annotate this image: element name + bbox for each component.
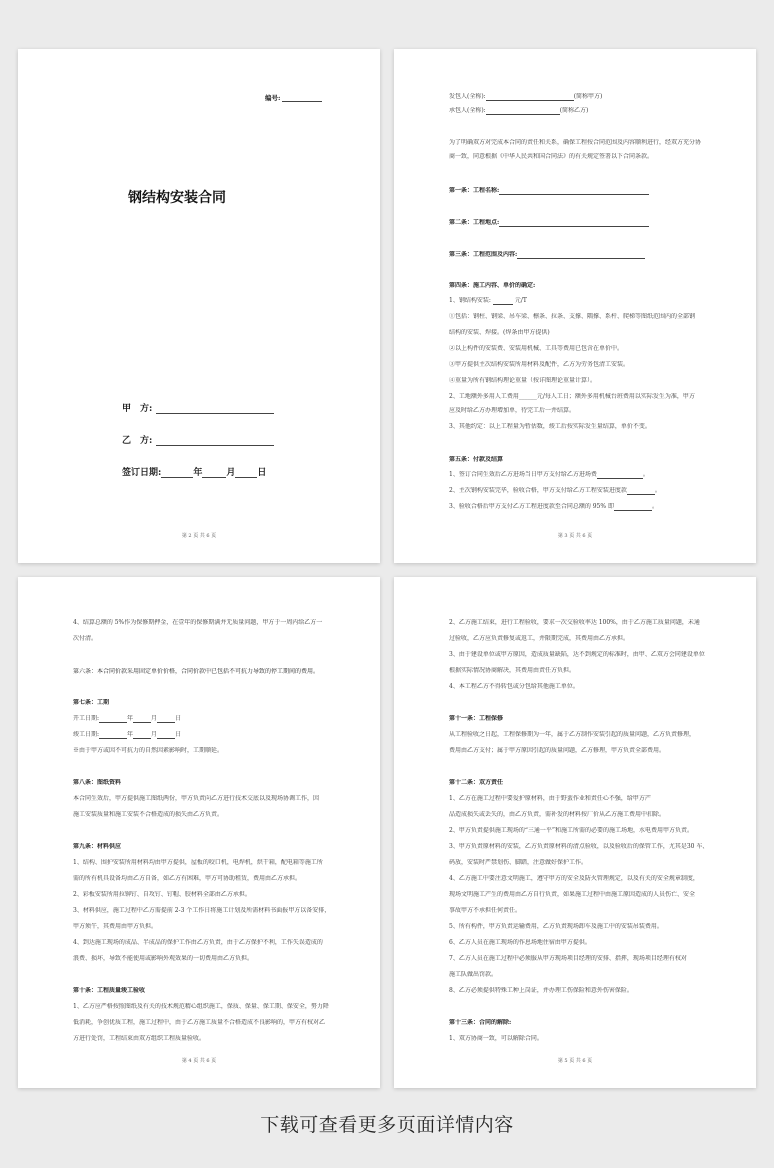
body-line: 码放，安装时严禁划伤、脚踏，注意做好保护工作。 — [449, 859, 588, 866]
payment-term-1: 1、签订合同生效后乙方进场当日甲方支付给乙方进场费 — [449, 471, 597, 478]
page-footer: 第 2 页 共 6 页 — [181, 533, 217, 539]
month-label: 月 — [151, 715, 158, 722]
year-label: 年 — [127, 731, 134, 738]
body-line: 1、双方协商一致，可以解除合同。 — [449, 1035, 543, 1042]
contractor-a-label: 发包人(全称): — [449, 93, 486, 100]
start-date-label: 开工日期: — [73, 715, 100, 722]
sign-date-line — [122, 465, 266, 478]
download-more-caption[interactable]: 下载可查看更多页面详情内容 — [260, 1114, 514, 1136]
payment-term-2: 2、主次钢构安装完毕，验收合格，甲方支付给乙方工程安装进度款 — [449, 487, 627, 494]
body-line: 方进行处罚，工程结束由双方组织工程质量验收。 — [73, 1035, 206, 1042]
body-line: 4、到达施工现场的成品、半成品的保护工作由乙方负责，由于乙方保护不利，工作失误造成的 — [73, 939, 323, 946]
body-line: 甲方须午，其费用由甲方负担。 — [73, 923, 158, 930]
article-10: 第十条：工程质量竣工验收 — [73, 987, 146, 994]
body-line: 根据实际情况协商解决，其费用由责任方负担。 — [449, 667, 576, 674]
contractor-b-label: 承包人(全称): — [449, 107, 486, 114]
sign-month-label: 月 — [226, 468, 236, 478]
page-3 — [394, 49, 756, 563]
article-5-item: 3、验收合格后甲方支付乙方工程进度款至合同总额的 95% 即 。 — [449, 503, 658, 510]
body-line: 现场文明施工产生的费用由乙方自行负责，如果施工过程中由施工原因造成的人员伤亡、安全 — [449, 891, 696, 898]
contract-number-blank — [282, 95, 322, 102]
body-line: 2、乙方施工结束，进行工程验收，要求一次交验收率达 100%，由于乙方施工质量问题，未通 — [449, 619, 700, 626]
steel-install-label: 1、钢结构安装: — [449, 297, 491, 304]
article-11: 第十一条：工程保修 — [449, 715, 504, 722]
article-1 — [449, 187, 716, 195]
contractor-a-line — [449, 93, 716, 101]
body-line: 8、乙方必须提供特殊工种上岗证，并办理工伤保险和意外伤害保险。 — [449, 987, 633, 994]
article-2-label: 第二条：工程地点: — [449, 219, 500, 226]
body-line: 1、乙方在施工过程中要爱护原材料，由于野蛮作业和责任心不强，给甲方产 — [449, 795, 651, 802]
body-line: 费用由乙方支付；属于甲方原因引起的质量问题，乙方修理，甲方负责全部费用。 — [449, 747, 666, 754]
article-4-text: ①包括：钢柱、钢梁、吊车梁、檩条、拉条、支撑、隅撑、系杆、爬梯等图纸范围内的全部钢 — [449, 313, 696, 320]
article-3-label: 第三条：工程范围及内容: — [449, 251, 518, 258]
day-label: 日 — [175, 715, 182, 722]
body-line: 过验收，乙方应负责修复或返工，并限期完成，其费用由乙方承担。 — [449, 635, 630, 642]
body-line: 6、乙方人员在施工现场的作息场地住宿由甲方提供。 — [449, 939, 591, 946]
page-footer: 第 5 页 共 6 页 — [557, 1058, 593, 1064]
body-line: 本合同生效后，甲方提供施工图纸两份，甲方负责向乙方进行技术交底以及现场协调工作，因 — [73, 795, 320, 802]
body-line: 4、本工程乙方不得转包或分包给其他施工单位。 — [449, 683, 579, 690]
article-4-text: 结构的安装、焊接。(焊条由甲方提供) — [449, 329, 550, 336]
article-4-text: 2、工地额外多用人工费用______元/每人工日；额外多用机械台班费用以实际发生为准，甲方 — [449, 393, 695, 400]
article-4-text: ③甲方提供主次结构安装所用材料及配件，乙方为劳务包清工安装。 — [449, 361, 630, 368]
body-line: 1、乙方应严格按照图纸及有关的技术规范精心组织施工，保质、保量、保工期、保安全，努力降 — [73, 1003, 329, 1010]
intro-line-1: 为了明确双方对完成本合同的责任和关系，确保工程按合同范围及内容顺利进行，经双方充分协 — [449, 139, 702, 146]
body-line: 品造成损失或丢失的，由乙方负责，需补发的材料按厂价从乙方施工费用中扣除。 — [449, 811, 666, 818]
article-9: 第九条：材料供应 — [73, 843, 122, 850]
article-6: 第六条：本合同价款采用固定单价价格，合同价款中已包括不可抗力导致的停工期间的费用。 — [73, 668, 320, 675]
article-7-note: ※由于甲方或因不可抗力的自然因素影响时，工期顺延。 — [73, 747, 224, 754]
page-5 — [394, 577, 756, 1088]
contractor-a-short: (简称甲方) — [573, 93, 603, 100]
payment-term-3: 3、验收合格后甲方支付乙方工程进度款至合同总额的 95% 即 — [449, 503, 614, 510]
party-a-blank — [156, 405, 274, 414]
body-line: 施工安装质量和施工安装不合格造成的损失由乙方负责。 — [73, 811, 224, 818]
page-4 — [18, 577, 380, 1088]
page-footer: 第 3 页 共 6 页 — [557, 533, 593, 539]
article-8: 第八条：图纸资料 — [73, 779, 122, 786]
contractor-b-short: (简称乙方) — [559, 107, 589, 114]
body-line: 3、由于建设单位或甲方原因，造成质量缺陷，达不到规定的标准时，由甲、乙双方会同建设单位 — [449, 651, 705, 658]
body-line: 施工队做出罚款。 — [449, 971, 498, 978]
contractor-b-line — [449, 107, 716, 115]
intro-line-2: 商一致，同意根据《中华人民共和国合同法》的有关规定签署以下合同条款。 — [449, 153, 654, 160]
page-footer: 第 4 页 共 6 页 — [181, 1058, 217, 1064]
day-label: 日 — [175, 731, 182, 738]
article-4-text: 应及时给乙方办理增加单，待完工后一并结算。 — [449, 407, 576, 414]
page-2-cover — [18, 49, 380, 563]
contract-title: 钢结构安装合同 — [128, 190, 226, 206]
article-5-item: 1、签订合同生效后乙方进场当日甲方支付给乙方进场费 。 — [449, 471, 649, 478]
body-line: 浪费、损坏，导致不能使用或影响外观效果的一切费用由乙方负担。 — [73, 955, 254, 962]
body-line: 2、甲方负责提供施工现场的“三通一平”和施工所需的必要的施工场地，水电费用甲方负责。 — [449, 827, 693, 834]
article-3 — [449, 251, 716, 259]
article-13: 第十三条：合同的解除: — [449, 1019, 512, 1026]
article-4-item-1 — [449, 297, 716, 305]
body-line: 7、乙方人员在施工过程中必须服从甲方现场项目经理的安排、指挥，现场项目经理有权对 — [449, 955, 687, 962]
body-line: 次付清。 — [73, 635, 98, 642]
sign-date-label: 签订日期: — [122, 468, 162, 478]
month-label: 月 — [151, 731, 158, 738]
body-line: 需的所有机具设备均由乙方自备，如乙方有困难，甲方可协助租赁，费用由乙方承担。 — [73, 875, 302, 882]
body-line: 3、甲方负责原材料的安装，乙方负责原材料的清点验收，以及验收后的保管工作，尤其是30 车、 — [449, 843, 709, 850]
body-line: 5、所有构件，甲方负责运输费用，乙方负责现场卸车及施工中的安装吊装费用。 — [449, 923, 663, 930]
party-a-line — [122, 401, 274, 414]
body-line: 1、结构、围护安装所用材料均由甲方提供，屋板的咬口机，电焊机，烘干箱，配电箱等施工所 — [73, 859, 323, 866]
party-b-line — [122, 433, 274, 446]
article-2 — [449, 219, 716, 227]
article-5: 第五条：付款及结算 — [449, 456, 504, 463]
party-a-label: 甲 方: — [122, 404, 153, 414]
article-4-text: ②以上构件的安装费、安装用机械、工具等费用已包含在单价中。 — [449, 345, 624, 352]
sign-day-label: 日 — [257, 468, 267, 478]
article-4-text: 3、其他约定：以上工程量为暂估数，竣工后按实际发生量结算，单价不变。 — [449, 423, 651, 430]
body-line: 低消耗，争创优质工程，施工过程中，由于乙方施工质量不合格造成不良影响的，甲方有权对乙 — [73, 1019, 326, 1026]
article-4-text: ④重量为所有钢结构理论重量（按详图理论重量计算）。 — [449, 377, 597, 384]
body-line: 从工程验收之日起，工程保修期为一年，属于乙方制作安装引起的质量问题，乙方负责修理， — [449, 731, 696, 738]
year-label: 年 — [127, 715, 134, 722]
body-line: 3、材料供应，施工过程中乙方需提前 2-3 个工作日将施工计划及所需材料书面报甲方以备安排， — [73, 907, 331, 914]
article-7: 第七条：工期 — [73, 699, 110, 706]
body-line: 4、乙方施工中要注意文明施工，遵守甲方的安全及防火管理规定，以及有关的安全规章制度， — [449, 875, 699, 882]
finish-date-line — [73, 731, 340, 739]
start-date-line — [73, 715, 340, 723]
article-1-label: 第一条：工程名称: — [449, 187, 500, 194]
body-line: 2、彩板安装所用拉铆钉、自攻钉、钉帽、胶材料全部由乙方承担。 — [73, 891, 251, 898]
party-b-blank — [156, 437, 274, 446]
sign-year-label: 年 — [193, 468, 203, 478]
contract-number-label: 编号: — [265, 94, 281, 102]
body-line: 事故甲方不承担任何责任。 — [449, 907, 522, 914]
article-5-item: 2、主次钢构安装完毕，验收合格，甲方支付给乙方工程安装进度款 。 — [449, 487, 661, 494]
body-line: 4、结算总额的 5%作为保修期押金，在壹年的保修期满并无质量问题，甲方于一周内给乙方一 — [73, 619, 323, 626]
contract-number — [265, 93, 322, 102]
party-b-label: 乙 方: — [122, 436, 153, 446]
finish-date-label: 竣工日期: — [73, 731, 100, 738]
article-4: 第四条：施工内容、单价的确定: — [449, 282, 536, 289]
article-12: 第十二条：双方责任 — [449, 779, 504, 786]
steel-install-unit: 元/T — [514, 297, 527, 304]
